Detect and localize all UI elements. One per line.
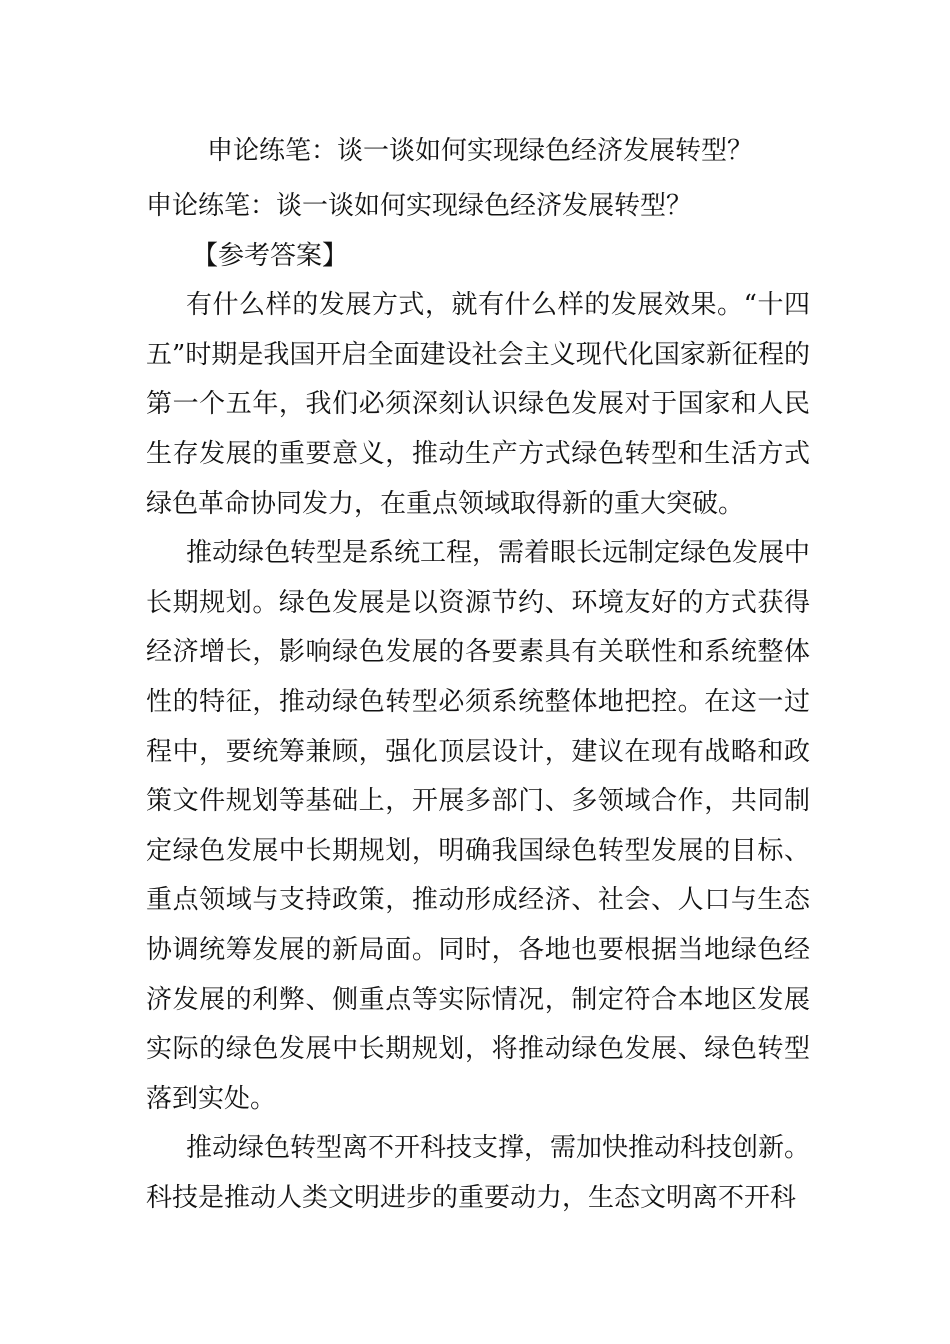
answer-label: 【参考答案】 [192,240,349,271]
document-title: 申论练笔：谈一谈如何实现绿色经济发展转型？ [207,136,754,166]
paragraph-1: 有什么样的发展方式，就有什么样的发展效果。“十四五”时期是我国开启全面建设社会主义现代化国家新征程的第一个五年，我们必须深刻认识绿色发展对于国家和人民生存发展的重要意义，推动生产方式绿色转型和生活方式绿色革命协同发力，在重点领域取得新的重大突破。 [146,290,810,519]
paragraph-2: 推动绿色转型是系统工程，需着眼长远制定绿色发展中长期规划。绿色发展是以资源节约、环境友好的方式获得经济增长，影响绿色发展的各要素具有关联性和系统整体性的特征，推动绿色转型必须系统整体地把控。在这一过程中，要统筹兼顾，强化顶层设计，建议在现有战略和政策文件规划等基础上，开展多部门、多领域合作，共同制定绿色发展中长期规划，明确我国绿色转型发展的目标、重点领域与支持政策，推动形成经济、社会、人口与生态协调统筹发展的新局面。同时，各地也要根据当地绿色经济发展的利弊、侧重点等实际情况，制定符合本地区发展实际的绿色发展中长期规划，将推动绿色发展、绿色转型落到实处。 [146,538,811,1114]
document-subtitle: 申论练笔：谈一谈如何实现绿色经济发展转型？ [146,191,693,221]
document-body [146,182,810,1223]
paragraph-3: 推动绿色转型离不开科技支撑，需加快推动科技创新。科技是推动人类文明进步的重要动力，生态文明离不开科 [146,1133,811,1213]
